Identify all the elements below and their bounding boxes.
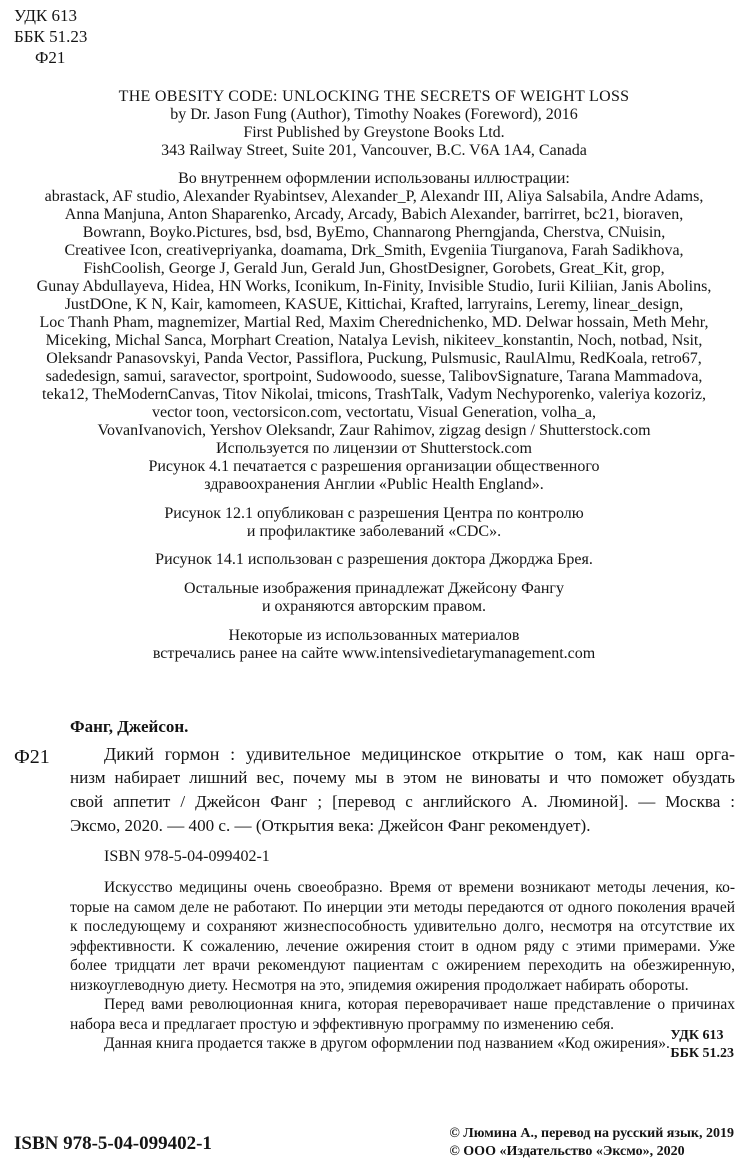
annotation-line: Перед вами революционная книга, которая переворачивает наше представление о причинах — [104, 996, 735, 1013]
copyright-translation: © Люмина А., перевод на русский язык, 2019 — [449, 1126, 734, 1141]
credits-line: Anna Manjuna, Anton Shaparenko, Arcady, Arcady, Babich Alexander, barrirret, bc21, bioraven, — [64, 206, 684, 223]
credits-line: Loc Thanh Pham, magnemizer, Martial Red, Maxim Cherednichenko, MD. Delwar hossain, Meth Mehr, — [39, 314, 709, 331]
catalog-desc-line: Эксмо, 2020. — 400 с. — (Открытия века: Джейсон Фанг рекомендует). — [70, 816, 591, 835]
annotation-line: торые на самом деле не работают. По инерции эти методы передаются от одного поколения врачей — [70, 898, 735, 916]
copyright — [449, 1125, 734, 1161]
annotation-line: эффективности. К сожалению, лечение ожирения стоит в одном ряду с этими примерами. Уже — [70, 937, 735, 955]
figure-note-line: встречались ранее на сайте www.intensivedietarymanagement.com — [152, 645, 596, 662]
credits-line: Bowrann, Boyko.Pictures, bsd, bsd, ByEmo, Channarong Pherngjanda, Cherstva, CNuisin, — [82, 224, 666, 241]
catalog-desc-line: свой аппетит / Джейсон Фанг ; [перевод с английского А. Люминой]. — Москва : — [70, 792, 735, 811]
original-edition — [0, 88, 748, 160]
credits-line: Используется по лицензии от Shutterstock.com — [216, 440, 532, 457]
figure-note-3 — [0, 551, 748, 569]
credits-line: Miceking, Michal Sanca, Morphart Creation, Natalya Levish, nikiteev_konstantin, Noch, notbad, Nsit, — [45, 332, 703, 349]
annotation-line: набора веса и предлагает простую и эффективную программу по изменению себя. — [70, 1015, 614, 1033]
annotation-line: к последующему и сохраняют жизнеспособность удивительно долго, несмотря на отсутствие их — [70, 918, 735, 935]
figure-note-line: Рисунок 4.1 печатается с разрешения организации общественного — [148, 458, 600, 475]
annotation-line: более тридцати лет врачи рекомендуют пациентам с ожирением переходить на обезжиренную, — [70, 957, 735, 974]
footer-isbn: ISBN 978-5-04-099402-1 — [14, 1133, 212, 1154]
header-codes — [14, 5, 87, 68]
figure-note-1 — [0, 458, 748, 494]
credits-line: Во внутреннем оформлении использованы иллюстрации: — [178, 170, 570, 187]
catalog-isbn: ISBN 978-5-04-099402-1 — [104, 848, 270, 865]
credits-line: Gunay Abdullayeva, Hidea, HN Works, Iconikum, In-Finity, Invisible Studio, Iurii Kiliian, Janis Abolins, — [36, 278, 712, 295]
credits-line: vector toon, vectorsicon.com, vectortatu, Visual Generation, volha_a, — [152, 404, 596, 421]
footer-codes — [670, 1027, 734, 1063]
annotation-line: Искусство медицины очень своеобразно. Время от времени возникают методы лечения, ко- — [104, 879, 735, 896]
bbk-code: ББК 51.23 — [14, 27, 88, 46]
figure-note-5 — [0, 627, 748, 663]
credits-line: VovanIvanovich, Yershov Oleksandr, Zaur Rahimov, zigzag design / Shutterstock.com — [97, 422, 651, 439]
figure-note-line: Некоторые из использованных материалов — [228, 627, 520, 644]
credits-line: FishCoolish, George J, Gerald Jun, Gerald Jun, GhostDesigner, Gorobets, Great_Kit, grop, — [83, 260, 665, 277]
credits-line: teka12, TheModernCanvas, Titov Nikolai, tmicons, TrashTalk, Vadym Nechyporenko, valeriya kozoriz, — [42, 386, 706, 403]
original-authors: by Dr. Jason Fung (Author), Timothy Noakes (Foreword), 2016 — [170, 106, 578, 123]
figure-note-4 — [0, 580, 748, 616]
catalog-author: Фанг, Джейсон. — [70, 717, 189, 736]
udk-code: УДК 613 — [14, 6, 78, 25]
credits-line: Creativee Icon, creativepriyanka, doamama, Drk_Smith, Evgeniia Tiurganova, Farah Sadikhova, — [64, 242, 684, 259]
footer-udk: УДК 613 — [670, 1028, 724, 1043]
catalog-description — [70, 742, 735, 838]
figure-note-2 — [0, 505, 748, 541]
copyright-publisher: © ООО «Издательство «Эксмо», 2020 — [449, 1144, 685, 1159]
original-title: THE OBESITY CODE: UNLOCKING THE SECRETS OF WEIGHT LOSS — [118, 88, 630, 105]
figure-note-line: здравоохранения Англии «Public Health England». — [204, 476, 544, 493]
original-publisher: First Published by Greystone Books Ltd. — [243, 124, 505, 141]
figure-note-line: Остальные изображения принадлежат Джейсону Фангу — [184, 580, 564, 597]
credits-line: JustDOne, K N, Kair, kamomeen, KASUE, Kittichai, Krafted, larryrains, Leremy, linear_design, — [64, 296, 684, 313]
figure-note-line: и профилактике заболеваний «CDC». — [246, 523, 502, 540]
footer-bbk: ББК 51.23 — [670, 1046, 734, 1061]
annotation — [70, 878, 735, 1054]
figure-note-line: Рисунок 14.1 использован с разрешения доктора Джорджа Брея. — [155, 551, 593, 568]
credits-line: sadedesign, samui, saravector, sportpoint, Sudowoodo, suesse, TalibovSignature, Tarana Mammadova, — [45, 368, 703, 385]
catalog-desc-line: низм набирает лишний вес, почему мы в этом не виноваты и что поможет обуздать — [70, 768, 735, 787]
annotation-line: Данная книга продается также в другом оформлении под названием «Код ожирения». — [104, 1035, 670, 1052]
figure-note-line: и охраняются авторским правом. — [261, 598, 487, 615]
annotation-line: низкоуглеводную диету. Несмотря на это, эпидемия ожирения продолжает набирать обороты. — [70, 976, 689, 994]
figure-note-line: Рисунок 12.1 опубликован с разрешения Центра по контролю — [164, 505, 584, 522]
author-mark: Ф21 — [35, 48, 66, 67]
catalog-desc-line: Дикий гормон : удивительное медицинское открытие о том, как наш орга- — [104, 744, 735, 764]
catalog-code: Ф21 — [14, 746, 50, 768]
credits-line: abrastack, AF studio, Alexander Ryabintsev, Alexander_P, Alexandr III, Aliya Salsabila, Andre Adams, — [44, 188, 704, 205]
credits-line: Oleksandr Panasovskyi, Panda Vector, Passiflora, Puckung, Pulsmusic, RaulAlmu, RedKoala, retro67, — [46, 350, 702, 367]
illustration-credits — [0, 170, 748, 458]
original-address: 343 Railway Street, Suite 201, Vancouver, B.C. V6A 1A4, Canada — [161, 142, 587, 159]
